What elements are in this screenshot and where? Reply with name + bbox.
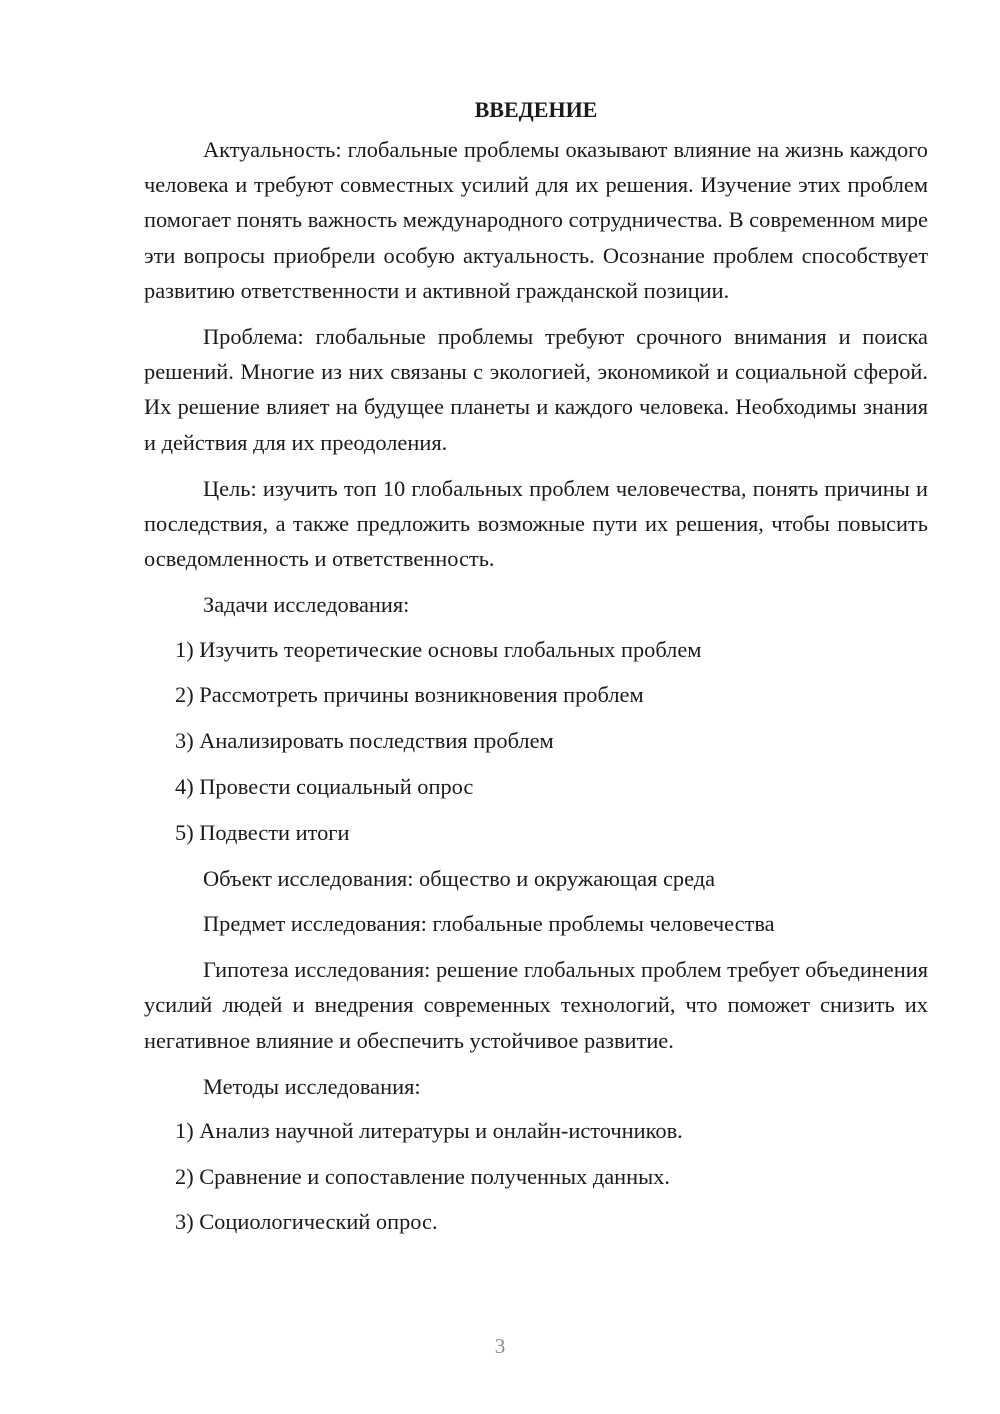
research-subject: Предмет исследования: глобальные проблемы человечества (203, 911, 775, 937)
task-item: 1) Изучить теоретические основы глобальных проблем (175, 636, 702, 662)
methods-list (144, 1113, 928, 1240)
task-item: 3) Анализировать последствия проблем (175, 728, 554, 754)
task-item: 2) Рассмотреть причины возникновения проблем (175, 682, 644, 708)
methods-title: Методы исследования: (203, 1073, 421, 1099)
problem-paragraph: Проблема: глобальные проблемы требуют срочного внимания и поиска решений. Многие из них связаны с экологией, экономикой и социальной сферой. Их решение влияет на будущее планеты и каждого человека. Необходимы знания и действия для их преодоления. (144, 324, 928, 455)
tasks-list (144, 632, 928, 850)
method-item: 1) Анализ научной литературы и онлайн-источников. (175, 1117, 683, 1143)
hypothesis-paragraph: Гипотеза исследования: решение глобальных проблем требует объединения усилий людей и внедрения современных технологий, что поможет снизить их негативное влияние и обеспечить устойчивое развитие. (144, 957, 928, 1053)
document-body (144, 92, 928, 1250)
page-number: 3 (494, 1334, 506, 1358)
method-item: 2) Сравнение и сопоставление полученных данных. (175, 1163, 670, 1189)
goal-paragraph: Цель: изучить топ 10 глобальных проблем человечества, понять причины и последствия, а также предложить возможные пути их решения, чтобы повысить осведомленность и ответственность. (144, 475, 928, 572)
research-object: Объект исследования: общество и окружающая среда (203, 865, 716, 891)
relevance-paragraph: Актуальность: глобальные проблемы оказывают влияние на жизнь каждого человека и требуют совместных усилий для их решения. Изучение этих проблем помогает понять важность международного сотрудничества. В современном мире эти вопросы приобрели особую актуальность. Осознание проблем способствует развитию ответственности и активной гражданской позиции. (144, 137, 928, 303)
method-item: 3) Социологический опрос. (175, 1209, 438, 1235)
task-item: 4) Провести социальный опрос (175, 773, 474, 799)
section-heading: ВВЕДЕНИЕ (474, 97, 598, 122)
tasks-title: Задачи исследования: (203, 592, 410, 618)
task-item: 5) Подвести итоги (175, 819, 350, 845)
